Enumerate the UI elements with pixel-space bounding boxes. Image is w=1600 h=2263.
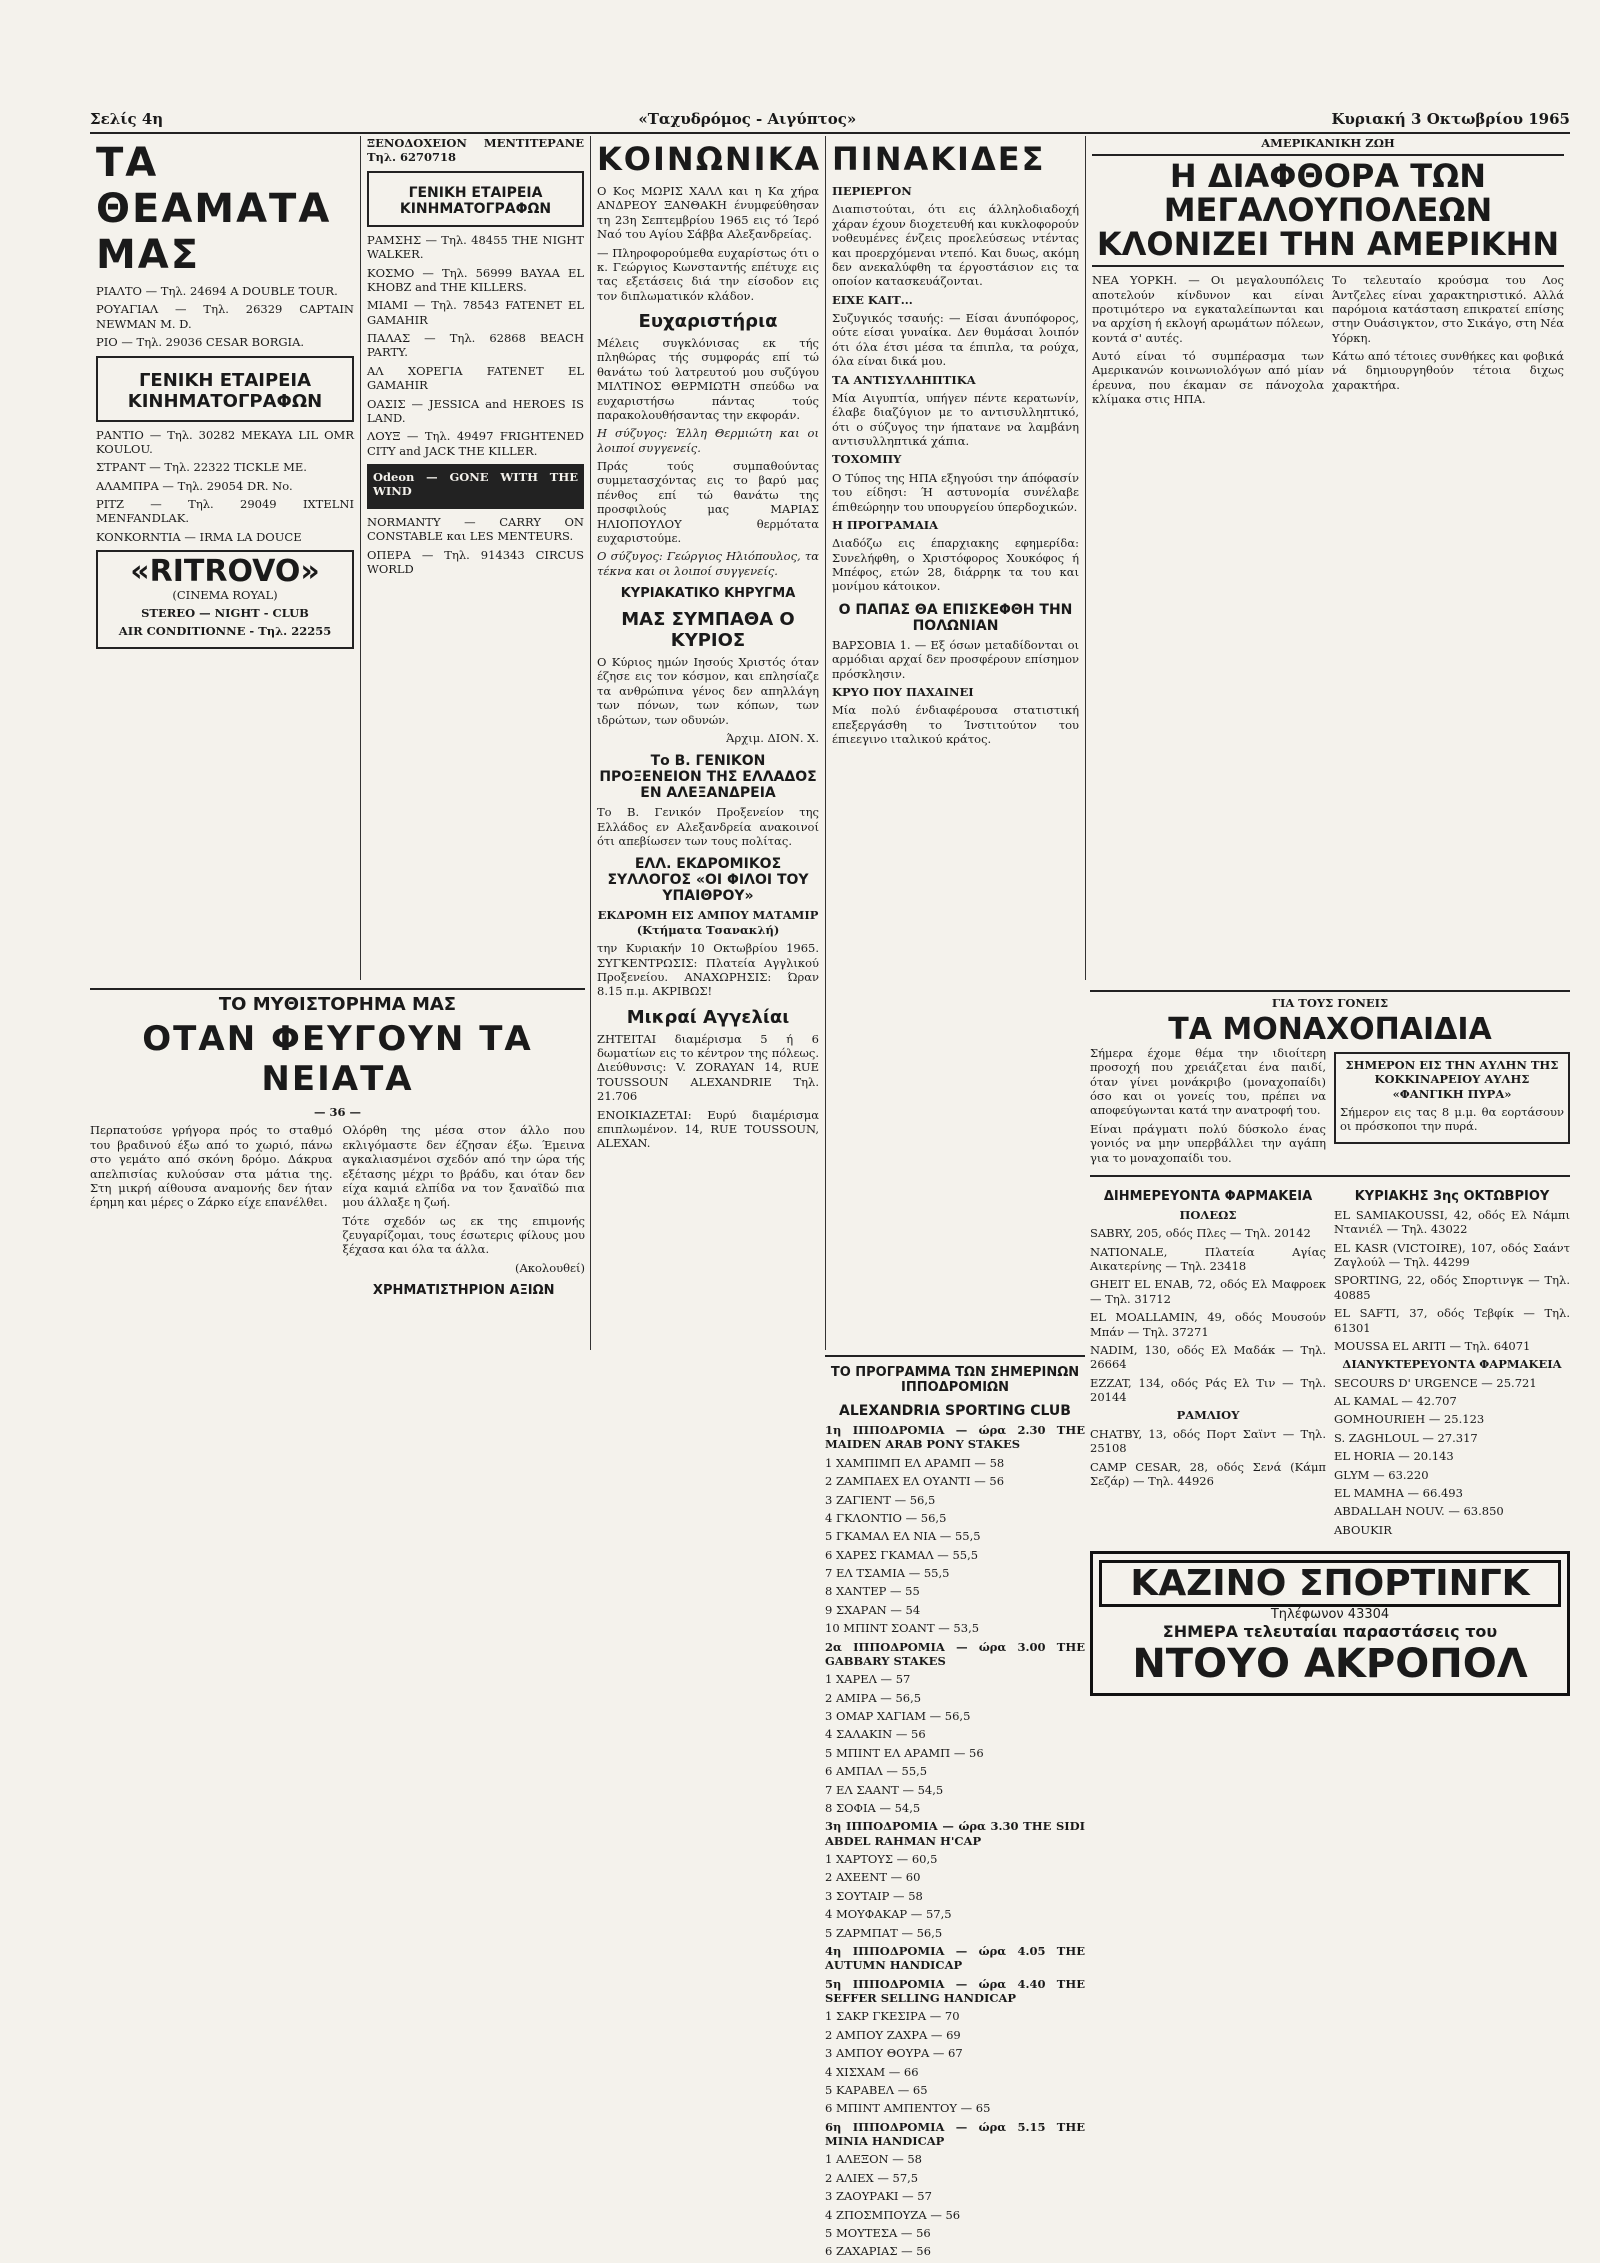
list-item: 3 ΣΟΥΤΑΙΡ — 58 xyxy=(825,1888,923,1903)
list-item: 2 ΑΧΕΕΝΤ — 60 xyxy=(825,1870,921,1885)
racing-club: ALEXANDRIA SPORTING CLUB xyxy=(839,1403,1071,1419)
list-item: 5 ΜΠΙΝΤ ΕΛ ΑΡΑΜΠ — 56 xyxy=(825,1745,984,1760)
casino-phone: Τηλέφωνον 43304 xyxy=(1270,1607,1390,1622)
pyre-text: Σήμερον εις τας 8 μ.μ. θα εορτάσουν οι πρόσκοποι την πυρά. xyxy=(1340,1105,1564,1134)
list-item: GHEIT EL ENAB, 72, οδός Ελ Μαφροεκ — Τηλ. 31712 xyxy=(1090,1277,1326,1306)
list-item: 4 ΓΚΛΟΝΤΙΟ — 56,5 xyxy=(825,1510,947,1525)
social-p8: ΖΗΤΕΙΤΑΙ διαμέρισμα 5 ή 6 δωματίων εις το κέντρον της πόλεως. Διεύθυνσις: V. ZORAYAN 14, RUE TOUSSOUN ALEXANDRIE Τηλ. 21.706 xyxy=(597,1031,819,1104)
list-item: 4 ΣΑΛΑΚΙΝ — 56 xyxy=(825,1727,926,1742)
exchange-title: ΧΡΗΜΑΤΙΣΤΗΡΙΟΝ ΑΞΙΩΝ xyxy=(372,1283,555,1299)
cinema-company-box xyxy=(367,171,584,227)
america-head: Η ΔΙΑΦΘΟΡΑ ΤΩΝ ΜΕΓΑΛΟΥΠΟΛΕΩΝ ΚΛΟΝΙΖΕΙ ΤΗΝ ΑΜΕΡΙΚΗΝ xyxy=(1092,154,1564,267)
list-item: NATIONALE, Πλατεία Αγίας Αικατερίνης — Τηλ. 23418 xyxy=(1090,1244,1326,1273)
list-item: 5 ΜΟΥΤΕΣΑ — 56 xyxy=(825,2225,931,2240)
list-item: EL MOALLAMIN, 49, οδός Μουσούν Μπάν — Τηλ. 37271 xyxy=(1090,1310,1326,1339)
ritrovo-ad xyxy=(96,550,354,649)
novel-title: ΤΟ ΜΥΘΙΣΤΟΡΗΜΑ ΜΑΣ xyxy=(90,988,585,1015)
theatre-company-box xyxy=(96,356,354,422)
notes-title: ΠΙΝΑΚΙΔΕΣ xyxy=(832,140,1046,178)
cinemas-list xyxy=(367,233,584,458)
social-p3: Μέλεις συγκλόνισας εκ τής πληθώρας τής συμφοράς επί τώ θανάτω τού λατρευτού μου συζύγου ΜΙΛΤΙΝΟΣ ΘΕΡΜΙΩΤΗ σπεύδω να ευχαριστήσω πάντας τούς παρακολουθήσαντας την εκφοράν. xyxy=(597,336,819,422)
pharmacy-night-list xyxy=(1334,1376,1570,1537)
casino-line: ΣΗΜΕΡΑ τελευταίαι παραστάσεις του xyxy=(1162,1622,1498,1641)
america-p1: ΝΕΑ ΥΟΡΚΗ. — Οι μεγαλουπόλεις αποτελούν κίνδυνον και είναι προτιμότερο να εγκαταλείπωνται και να αρχίση ή εκλογή αρωμάτων πόλεων, κοντά σ' αυτές. xyxy=(1092,273,1324,345)
list-item: EL SAFTI, 37, οδός Τεβφίκ — Τηλ. 61301 xyxy=(1334,1306,1570,1335)
assoc-title: ΕΛΛ. ΕΚΔΡΟΜΙΚΟΣ ΣΥΛΛΟΓΟΣ «ΟΙ ΦΙΛΟΙ ΤΟΥ ΥΠΑΙΘΡΟΥ» xyxy=(607,856,809,905)
race-3-list xyxy=(825,1852,1085,1940)
list-item: ΡΟΥΑΓΙΑΛ — Τηλ. 26329 CAPTAIN NEWMAN M. D. xyxy=(96,302,354,331)
list-item: ABDALLAH NOUV. — 63.850 xyxy=(1334,1504,1504,1519)
list-item: 10 ΜΠΙΝΤ ΣΟΑΝΤ — 53,5 xyxy=(825,1621,980,1636)
pyre-title: ΣΗΜΕΡΟΝ ΕΙΣ ΤΗΝ ΑΥΛΗΝ ΤΗΣ ΚΟΚΚΙΝΑΡΕΙΟΥ ΑΥΛΗΣ «ΦΑΝΓΙΚΗ ΠΥΡΑ» xyxy=(1345,1057,1559,1101)
novel-cont: (Ακολουθεί) xyxy=(515,1260,585,1275)
list-item: GOMHOURIEH — 25.123 xyxy=(1334,1412,1485,1427)
pharmacy-title: ΔΙΗΜΕΡΕΥΟΝΤΑ ΦΑΡΜΑΚΕΙΑ xyxy=(1103,1188,1313,1204)
odeon-ad xyxy=(367,464,584,509)
pharmacy-city-label: ΠΟΛΕΩΣ xyxy=(1179,1207,1237,1222)
social-p1: Ο Κος ΜΩΡΙΣ ΧΑΛΛ και η Κα χήρα ΑΝΔΡΕΟΥ ΞΑΝΘΑΚΗ ένυμφεύθησαν τη 23η Σεπτεμβρίου 1965 εις τό Ίερό Ναό του Αγίου Σάββα Αλεξανδρείας. xyxy=(597,184,819,242)
list-item: ΡΙΤΖ — Τηλ. 29049 IXTELNI MENFANDLAK. xyxy=(96,497,354,526)
list-item: 7 ΕΛ ΤΣΑΜΙΑ — 55,5 xyxy=(825,1566,950,1580)
list-item: EL MAMHA — 66.493 xyxy=(1334,1485,1463,1500)
list-item: 4 ΧΙΣΧΑΜ — 66 xyxy=(825,2064,919,2079)
america-p2: Αυτό είναι τό συμπέρασμα των Αμερικανών κοινωνιολόγων από μίαν έρευνα, που έκαμαν σε πάνοχολα κλίμακα στις ΗΠΑ. xyxy=(1092,349,1324,407)
note-head: ΤΑ ΑΝΤΙΣΥΛΛΗΠΤΙΚΑ xyxy=(832,372,976,387)
list-item: 3 ΑΜΠΟΥ ΘΟΥΡΑ — 67 xyxy=(825,2046,963,2061)
note-head: ΤΟΧΟΜΠΥ xyxy=(832,452,902,467)
list-item: 4 ΖΠΟΣΜΠΟΥΖΑ — 56 xyxy=(825,2207,961,2222)
hotel-ad: ΞΕΝΟΔΟΧΕΙΟΝ ΜΕΝΤΙΤΕΡΑΝΕ Τηλ. 6270718 xyxy=(367,136,584,165)
list-item: 5 ΓΚΑΜΑΛ ΕΛ ΝΙΑ — 55,5 xyxy=(825,1529,981,1544)
list-item: EZZAT, 134, οδός Ράς Ελ Τιν — Τηλ. 20144 xyxy=(1090,1375,1326,1404)
pharmacy-sub-list xyxy=(1090,1427,1326,1489)
novel-num: — 36 — xyxy=(313,1105,361,1119)
list-item: EL HORIA — 20.143 xyxy=(1334,1449,1454,1464)
list-item: 3 ΟΜΑΡ ΧΑΓΙΑΜ — 56,5 xyxy=(825,1709,971,1723)
list-item: 5 ΚΑΡΑΒΕΛ — 65 xyxy=(825,2082,928,2097)
novel-p2: Ολόρθη της μέσα στον άλλο που εκλιγόμαστε δεν έζησαν έξω. Έμεινα αγκαλιασμένοι σχεδόν από την ώρα τής εξέτασης μέχρι το βράδυ, και όταν δεν είχα καμιά ελπίδα να τον ξαναϊδώ πια μου άλλαξε η ζωή. xyxy=(342,1123,585,1210)
list-item: 1 ΧΑΡΤΟΥΣ — 60,5 xyxy=(825,1852,938,1866)
note-head: Ο ΠΑΠΑΣ ΘΑ ΕΠΙΣΚΕΦΘΗ ΤΗΝ ΠΟΛΩΝΙΑΝ xyxy=(838,601,1073,634)
list-item: EL SAMIAKOUSSI, 42, οδός Ελ Νάμπι Ντανιέλ — Τηλ. 43022 xyxy=(1334,1207,1570,1237)
note-text: Συζυγικός τσαυής: — Είσαι άνυπόφορος, ούτε είσαι γυναίκα. Δεν θυμάσαι λοιπόν ότι όλα έτσι μέσα τα έπιπλα, τα ρούχα, όλα είναι δικά μου. xyxy=(832,311,1079,369)
theatres-title: ΤΑ ΘΕΑΜΑΤΑ ΜΑΣ xyxy=(96,140,332,278)
note-text: Διαδόζω εις έπαρχιακης εφημερίδα: Συνελήφθη, ο Χριστόφορος Χουκόφος ή Μπέφος, ετών 28, διάρρηκ τα του και μονίμου κάτοικον. xyxy=(832,536,1079,594)
sermon-title: ΚΥΡΙΑΚΑΤΙΚΟ ΚΗΡΥΓΜΑ xyxy=(620,586,796,601)
parents-head: ΤΑ ΜΟΝΑΧΟΠΑΙΔΙΑ xyxy=(1168,1012,1492,1048)
list-item: 9 ΣΧΑΡΑΝ — 54 xyxy=(825,1602,921,1617)
social-p7: την Κυριακήν 10 Οκτωβρίου 1965. ΣΥΓΚΕΝΤΡΩΣΙΣ: Πλατεία Αγγλικού Προξενείου. ΑΝΑΧΩΡΗΣΙΣ: Ώραν 8.15 π.μ. ΑΚΡΙΒΩΣ! xyxy=(597,941,819,999)
casino-show: ΝΤΟΥΟ ΑΚΡΟΠΟΛ xyxy=(1132,1641,1528,1687)
paper-name: «Ταχυδρόμος - Αιγύπτος» xyxy=(638,110,857,128)
novel-head: ΟΤΑΝ ΦΕΥΓΟΥΝ ΤΑ ΝΕΙΑΤΑ xyxy=(142,1019,533,1099)
social-p4: Πράς τούς συμπαθούντας συμμετασχόντας εις το βαρύ μας πένθος επί τώ θανάτω της προσφιλούς μας ΜΑΡΙΑΣ ΗΛΙΟΠΟΥΛΟΥ θερμότατα ευχαριστούμε. xyxy=(597,459,819,545)
list-item: CAMP CESAR, 28, οδός Σενά (Κάμπ Σεζάρ) — Τηλ. 44926 xyxy=(1090,1459,1326,1488)
novel-p1: Περπατούσε γρήγορα πρός το σταθμό του βραδινού έξω από το χωριό, πάνω στο γεμάτο από σκόνη δρόμο. Δάκρυα απελπισίας κυλούσαν στα μάτια της. Στη μικρή αίθουσα αναμονής δεν ήταν έρημη και μέρες ο Ζάρκο είχε επανέλθει. xyxy=(90,1123,333,1210)
list-item: 2 ΑΜΙΡΑ — 56,5 xyxy=(825,1690,922,1705)
theatre-company: ΓΕΝΙΚΗ ΕΤΑΙΡΕΙΑ ΚΙΝΗΜΑΤΟΓΡΑΦΩΝ xyxy=(127,369,323,412)
list-item: NADIM, 130, οδός Ελ Μαδάκ — Τηλ. 26664 xyxy=(1090,1342,1326,1372)
assoc-trip: ΕΚΔΡΟΜΗ ΕΙΣ ΑΜΠΟΥ ΜΑΤΑΜΙΡ (Κτήματα Τσανακλή) xyxy=(597,908,819,937)
list-item: 1 ΣΑΚΡ ΓΚΕΣΙΡΑ — 70 xyxy=(825,2009,960,2024)
newspaper-page xyxy=(90,110,1570,2259)
list-item: 2 ΖΑΜΠΑΕΧ ΕΛ ΟΥΑΝΤΙ — 56 xyxy=(825,1474,1005,1489)
note-head: ΚΡΥΟ ΠΟΥ ΠΑΧΑΙΝΕΙ xyxy=(832,684,974,699)
race-5: 5η ΙΠΠΟΔΡΟΜΙΑ — ώρα 4.40 THE SEFFER SELLING HANDICAP xyxy=(825,1976,1085,2005)
race-2-list xyxy=(825,1672,1085,1815)
note-head: ΠΕΡΙΕΡΓΟΝ xyxy=(832,184,912,198)
social-sign1: Η σύζυγος: Έλλη Θερμιώτη και οι λοιποί συγγενείς. xyxy=(597,426,819,455)
ritrovo-ac: AIR CONDITIONNE - Τηλ. 22255 xyxy=(118,624,332,639)
list-item: 6 ΖΑΧΑΡΙΑΣ — 56 xyxy=(825,2244,931,2259)
thanks-title: Ευχαριστήρια xyxy=(638,311,778,332)
list-item: 4 ΜΟΥΦΑΚΑΡ — 57,5 xyxy=(825,1907,952,1922)
list-item: 2 ΑΜΠΟΥ ΖΑΧΡΑ — 69 xyxy=(825,2027,961,2042)
list-item: ΡΑΜΣΗΣ — Τηλ. 48455 THE NIGHT WALKER. xyxy=(367,232,584,262)
list-item: ΣΤΡΑΝΤ — Τηλ. 22322 TICKLE ME. xyxy=(96,460,307,475)
racing-program xyxy=(825,1355,1085,2263)
serial-novel xyxy=(90,980,585,1302)
race-6-list xyxy=(825,2152,1085,2258)
sermon-head: ΜΑΣ ΣΥΜΠΑΘΑ Ο ΚΥΡΙΟΣ xyxy=(621,609,795,651)
note-head: Η ΠΡΟΓΡΑΜΑΙΑ xyxy=(832,517,939,532)
note-text: Μία πολύ ένδιαφέρουσα στατιστική επεξεργάσθη το Ίνστιτούτον του έπιεεγινο ιταλικού κράτος. xyxy=(832,703,1079,746)
social-title: ΚΟΙΝΩΝΙΚΑ xyxy=(597,140,822,178)
ritrovo-sub: (CINEMA ROYAL) xyxy=(172,587,278,602)
list-item: 1 ΧΑΡΕΛ — 57 xyxy=(825,1672,911,1687)
list-item: 6 ΑΜΠΑΛ — 55,5 xyxy=(825,1764,928,1779)
note-text: ΒΑΡΣΟΒΙΑ 1. — Εξ όσων μεταδίδονται οι αρμόδιαι αρχαί δεν προσφέρουν επίσημον πρόσκλησιν. xyxy=(832,637,1079,681)
list-item: ΡΑΝΤΙΟ — Τηλ. 30282 MEKAYA LIL OMR KOULOU. xyxy=(96,427,354,456)
list-item: S. ZAGHLOUL — 27.317 xyxy=(1334,1430,1478,1445)
list-item: 6 ΧΑΡΕΣ ΓΚΑΜΑΛ — 55,5 xyxy=(825,1547,979,1562)
social-p6: Το Β. Γενικόν Προξενείον της Ελλάδος εν Αλεξανδρεία ανακοινοί ότι απεβίωσεν των τους πολίτας. xyxy=(597,805,819,848)
racing-title: ΤΟ ΠΡΟΓΡΑΜΜΑ ΤΩΝ ΣΗΜΕΡΙΝΩΝ ΙΠΠΟΔΡΟΜΙΩΝ xyxy=(830,1365,1080,1395)
note-text: Μία Αιγυπτία, υπήγεν πέντε κερατωνίν, έλαβε διαζύγιον με το αντισυλληπτικό, ότι ο σύζυγος την ήπατανε να λαμβάνη αντισυλληπτικά χάπια. xyxy=(832,390,1079,448)
cinemas-column xyxy=(360,136,590,980)
list-item: ΑΛ ΧΟΡΕΓΙΑ FATENET EL GAMAHIR xyxy=(367,363,584,393)
list-item: SPORTING, 22, οδός Σπορτινγκ — Τηλ. 40885 xyxy=(1334,1273,1570,1302)
list-item: 2 ΑΛΙΕΧ — 57,5 xyxy=(825,2170,919,2185)
list-item: 5 ΖΑΡΜΠΑΤ — 56,5 xyxy=(825,1925,943,1940)
consul-title: Το Β. ΓΕΝΙΚΟΝ ΠΡΟΞΕΝΕΙΟΝ ΤΗΣ ΕΛΛΑΔΟΣ ΕΝ ΑΛΕΞΑΝΔΡΕΙΑ xyxy=(599,753,817,802)
theatres-list xyxy=(96,284,354,350)
pharmacy-city xyxy=(1090,1181,1326,1541)
issue-date: Κυριακή 3 Οκτωβρίου 1965 xyxy=(1331,110,1570,128)
list-item: 8 ΧΑΝΤΕΡ — 55 xyxy=(825,1584,920,1599)
list-item: ΟΑΣΙΣ — JESSICA and HEROES IS LAND. xyxy=(367,396,584,425)
theatres-list-2 xyxy=(96,428,354,545)
list-item: SABRY, 205, οδός Πλες — Τηλ. 20142 xyxy=(1090,1226,1311,1241)
theatres-column xyxy=(90,136,360,980)
list-item: 1 ΑΛΕΞΟΝ — 58 xyxy=(825,2152,923,2167)
list-item: ΡΙΟ — Τηλ. 29036 CESAR BORGIA. xyxy=(96,335,305,350)
note-text: Ο Τύπος της ΗΠΑ εξηγούσι την άπόφασίν του είδησι: Ή αστυνομία συνέλαβε έπιθεώρηην του υπουργείου ύπερδοχικών. xyxy=(832,470,1079,514)
list-item: ABOUKIR xyxy=(1334,1522,1392,1537)
america-p4: Κάτω από τέτοιες συνθήκες και φοβικά νά δημιουργηθούν τέτοια διχως χαρακτήρα. xyxy=(1332,349,1564,392)
list-item: ΑΛΑΜΠΡΑ — Τηλ. 29054 DR. No. xyxy=(96,478,293,493)
america-column xyxy=(1085,136,1570,980)
pharmacy-sunday xyxy=(1334,1181,1570,1541)
page-header xyxy=(90,110,1570,134)
odeon-text: Odeon — GONE WITH THE WIND xyxy=(373,470,578,499)
social-p5: Ο Κύριος ημών Ιησούς Χριστός όταν έζησε εις τον κόσμον, και επλησίαζε τα ανθρώπινα γένος δεν απηλλάγη των πόνων, των κόπων, των ιδρώτων, των οδυνών. xyxy=(597,655,819,727)
list-item: ΚΟΣΜΟ — Τηλ. 56999 BAYAA EL KHOBZ and THE KILLERS. xyxy=(367,265,584,294)
parents-kicker: ΓΙΑ ΤΟΥΣ ΓΟΝΕΙΣ xyxy=(1090,990,1570,1010)
pharmacy-agency: ΔΙΑΝΥΚΤΕΡΕΥΟΝΤΑ ΦΑΡΜΑΚΕΙΑ xyxy=(1342,1357,1562,1372)
social-sign2: Ο σύζυγος: Γεώργιος Ηλιόπουλος, τα τέκνα και οι λοιποί συγγενείς. xyxy=(597,549,819,578)
list-item: 6 ΜΠΙΝΤ ΑΜΠΕΝΤΟΥ — 65 xyxy=(825,2101,991,2116)
parents-p2: Είναι πράγματι πολύ δύσκολο ένας γονιός να μην υπερβάλλει την αγάπη για το μοναχοπαίδι του. xyxy=(1090,1121,1326,1165)
ritrovo-name: «RITROVO» xyxy=(130,554,320,590)
note-head: ΕΙΧΕ ΚΑΙΤ... xyxy=(832,292,913,307)
social-column xyxy=(590,136,825,1350)
list-item: 3 ΖΑΓΙΕΝΤ — 56,5 xyxy=(825,1492,936,1507)
list-item: SECOURS D' URGENCE — 25.721 xyxy=(1334,1375,1537,1390)
page-number: Σελίς 4η xyxy=(90,110,164,128)
list-item: GLYM — 63.220 xyxy=(1334,1467,1429,1482)
social-p9: ΕΝΟΙΚΙΑΖΕΤΑΙ: Ευρύ διαμέρισμα επιπλωμένον. 14, RUE TOUSSOUN, ALEXAN. xyxy=(597,1107,819,1151)
list-item: ΡΙΑΛΤΟ — Τηλ. 24694 A DOUBLE TOUR. xyxy=(96,284,338,298)
race-4: 4η ΙΠΠΟΔΡΟΜΙΑ — ώρα 4.05 THE AUTUMN HANDICAP xyxy=(825,1943,1085,1973)
race-3: 3η ΙΠΠΟΔΡΟΜΙΑ — ώρα 3.30 THE SIDI ABDEL RAHMAN H'CAP xyxy=(825,1819,1085,1848)
sermon-author: Άρχιμ. ΔΙΟΝ. Χ. xyxy=(726,730,819,745)
notes-column xyxy=(825,136,1085,1350)
small-ads-title: Μικραί Αγγελίαι xyxy=(626,1006,790,1028)
list-item: CHATBY, 13, οδός Πορτ Σαϊντ — Τηλ. 25108 xyxy=(1090,1426,1326,1456)
list-item: KONKORNTIA — IRMA LA DOUCE xyxy=(96,529,302,544)
right-lower-section xyxy=(1090,990,1570,1696)
race-2: 2α ΙΠΠΟΔΡΟΜΙΑ — ώρα 3.00 THE GABBARY STAKES xyxy=(825,1639,1085,1668)
list-item: ΜΙΑΜΙ — Τηλ. 78543 FATENET EL GAMAHIR xyxy=(367,298,584,327)
list-item: MOUSSA EL ARITI — Τηλ. 64071 xyxy=(1334,1338,1531,1353)
race-1: 1η ΙΠΠΟΔΡΟΜΙΑ — ώρα 2.30 THE MAIDEN ARAB PONY STAKES xyxy=(825,1423,1085,1452)
america-kicker: ΑΜΕΡΙΚΑΝΙΚΗ ΖΩΗ xyxy=(1261,136,1395,150)
casino-ad xyxy=(1090,1551,1570,1696)
note-text: Διαπιστούται, ότι εις άλληλοδιαδοχή χάραν έχουν διοχετευθή και κυκλοφορούν νοθευμένες ένζεις προελεύσεως ντέντας και προερχόμεναι ντεπό. Και δυως, ακόμη δεν ανεκαλύφθη τα έργοστάσιον εις τα οποίον κατασκευάζονται. xyxy=(832,202,1079,289)
list-item: 8 ΣΟΦΙΑ — 54,5 xyxy=(825,1800,921,1815)
social-p2: — Πληροφορούμεθα ευχαρίστως ότι ο κ. Γεώργιος Κωνσταντής επέτυχε εις τας εξετάσεις διά την είσοδον εις τον διπλωματικόν κλάδον. xyxy=(597,245,819,303)
list-item: ΛΟΥΞ — Τηλ. 49497 FRIGHTENED CITY and JACK THE KILLER. xyxy=(367,429,584,458)
list-item: 1 ΧΑΜΠΙΜΠ ΕΛ ΑΡΑΜΠ — 58 xyxy=(825,1455,1005,1470)
race-6: 6η ΙΠΠΟΔΡΟΜΙΑ — ώρα 5.15 THE MINIA HANDICAP xyxy=(825,2119,1085,2148)
list-item: 7 ΕΛ ΣΑΑΝΤ — 54,5 xyxy=(825,1782,944,1797)
opera-listing: ΟΠΕΡΑ — Τηλ. 914343 CIRCUS WORLD xyxy=(367,547,584,576)
list-item: ΠΑΛΑΣ — Τηλ. 62868 BEACH PARTY. xyxy=(367,331,584,360)
parents-p1: Σήμερα έχομε θέμα την ιδιοίτερη προσοχή που χρειάζεται ένα παιδί, όταν γίνει μονάκριβο (μοναχοπαίδι) όσο και οι γονείς του, πρέπει να αποφεύγωνται κατά την ανατροφή του. xyxy=(1090,1045,1326,1118)
list-item: AL KAMAL — 42.707 xyxy=(1334,1394,1457,1408)
race-5-list xyxy=(825,2009,1085,2115)
list-item: 3 ΖΑΟΥΡΑΚΙ — 57 xyxy=(825,2189,932,2204)
cinema-company: ΓΕΝΙΚΗ ΕΤΑΙΡΕΙΑ ΚΙΝΗΜΑΤΟΓΡΑΦΩΝ xyxy=(399,184,552,217)
list-item: EL KASR (VICTOIRE), 107, οδός Σαάντ Ζαγλούλ — Τηλ. 44299 xyxy=(1334,1240,1570,1269)
normandy-listing: NORMANTY — CARRY ON CONSTABLE και LES MENTEURS. xyxy=(367,514,584,544)
pyre-ad xyxy=(1334,1052,1570,1144)
casino-name: ΚΑΖΙΝΟ ΣΠΟΡΤΙΝΓΚ xyxy=(1099,1560,1561,1607)
ritrovo-line: STEREO — NIGHT - CLUB xyxy=(141,606,309,620)
pharmacy-sunday-list xyxy=(1334,1208,1570,1353)
pharmacy-suburbs-label: ΡΑΜΛΙΟΥ xyxy=(1176,1408,1240,1423)
pharmacy-sunday-title: ΚΥΡΙΑΚΗΣ 3ης ΟΚΤΩΒΡΙΟΥ xyxy=(1354,1188,1550,1204)
america-p3: Το τελευταίο κρούσμα του Λος Άντζελες είναι χαρακτηριστικό. Αλλά παρόμοια κατάσταση επικρατεί επίσης στην Ουάσιγκτον, στο Σικάγο, στη Νέα Υόρκη. xyxy=(1332,273,1564,345)
race-1-list xyxy=(825,1456,1085,1636)
novel-p3: Τότε σχεδόν ως εκ της επιμονής ζευγαρίζομαι, τους έσωτερις φίλους μου ξέχασα και όλα τα άλλα. xyxy=(342,1213,585,1257)
pharmacy-list xyxy=(1090,1226,1326,1404)
